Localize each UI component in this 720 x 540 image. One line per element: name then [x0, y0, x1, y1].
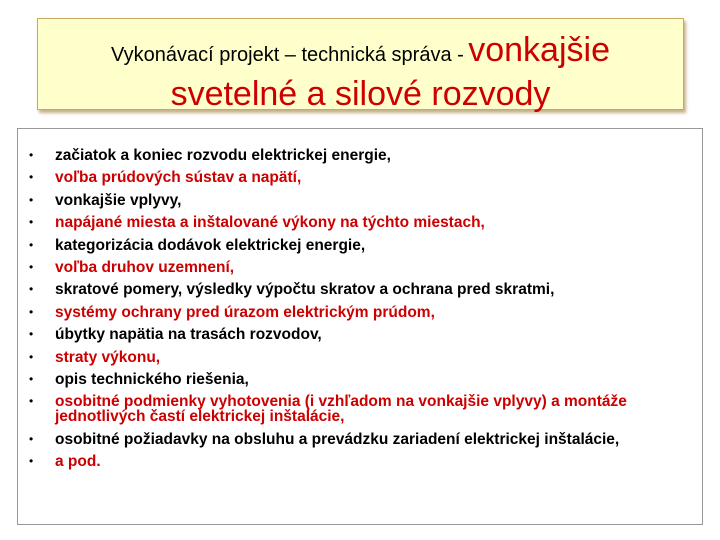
list-item-text: kategorizácia dodávok elektrickej energie,	[55, 236, 366, 254]
bullet-icon: •	[29, 148, 34, 162]
list-item	[18, 394, 702, 424]
bullet-icon: •	[29, 237, 34, 252]
bullet-icon: •	[29, 304, 34, 319]
list-item-text: vonkajšie vplyvy,	[55, 191, 182, 209]
list-item-text: osobitné požiadavky na obsluhu a prevádzku zariadení elektrickej inštalácie,	[55, 430, 620, 448]
list-item-text: systémy ochrany pred úrazom elektrickým prúdom,	[55, 303, 435, 321]
bullet-icon: •	[29, 371, 34, 386]
list-item-text: začiatok a koniec rozvodu elektrickej energie,	[55, 147, 391, 164]
list-item	[18, 454, 702, 469]
list-item-text: úbytky napätia na trasách rozvodov,	[55, 326, 322, 344]
list-item	[18, 305, 702, 320]
title-subtitle: Vykonávací projekt – technická správa -	[111, 44, 464, 66]
title-box	[37, 18, 684, 113]
bullet-icon: •	[29, 192, 34, 207]
bullet-icon: •	[29, 215, 34, 230]
bullet-icon: •	[29, 349, 34, 364]
bullet-list	[18, 148, 702, 476]
bullet-icon: •	[29, 170, 34, 185]
list-item	[18, 327, 702, 342]
bullet-icon: •	[29, 394, 34, 409]
list-item	[18, 148, 702, 163]
list-item	[18, 238, 702, 253]
bullet-icon: •	[29, 282, 34, 297]
list-item	[18, 215, 702, 230]
bullet-icon: •	[29, 431, 34, 446]
title-highlight: vonkajšie	[468, 31, 610, 69]
list-item-text: osobitné podmienky vyhotovenia (i vzhľadom na vonkajšie vplyvy) a montáže jednotlivých častí elektrickej inštalácie,	[55, 393, 627, 426]
list-item	[18, 193, 702, 208]
content-box	[17, 128, 703, 525]
list-item	[18, 260, 702, 275]
list-item	[18, 350, 702, 365]
list-item-text: opis technického riešenia,	[55, 370, 249, 388]
list-item-text: a pod.	[55, 453, 101, 471]
list-item	[18, 372, 702, 387]
list-item	[18, 282, 702, 297]
list-item-text: skratové pomery, výsledky výpočtu skratov a ochrana pred skratmi,	[55, 281, 555, 299]
list-item-text: napájané miesta a inštalované výkony na týchto miestach,	[55, 214, 485, 232]
bullet-icon: •	[29, 454, 34, 469]
title-main: svetelné a silové rozvody	[170, 75, 551, 113]
list-item	[18, 432, 702, 447]
bullet-icon: •	[29, 259, 34, 274]
list-item-text: voľba druhov uzemnení,	[55, 258, 235, 276]
list-item-text: straty výkonu,	[55, 348, 161, 366]
bullet-icon: •	[29, 327, 34, 342]
list-item-text: voľba prúdových sústav a napätí,	[55, 169, 302, 187]
title-line-1	[38, 31, 683, 70]
list-item	[18, 170, 702, 185]
